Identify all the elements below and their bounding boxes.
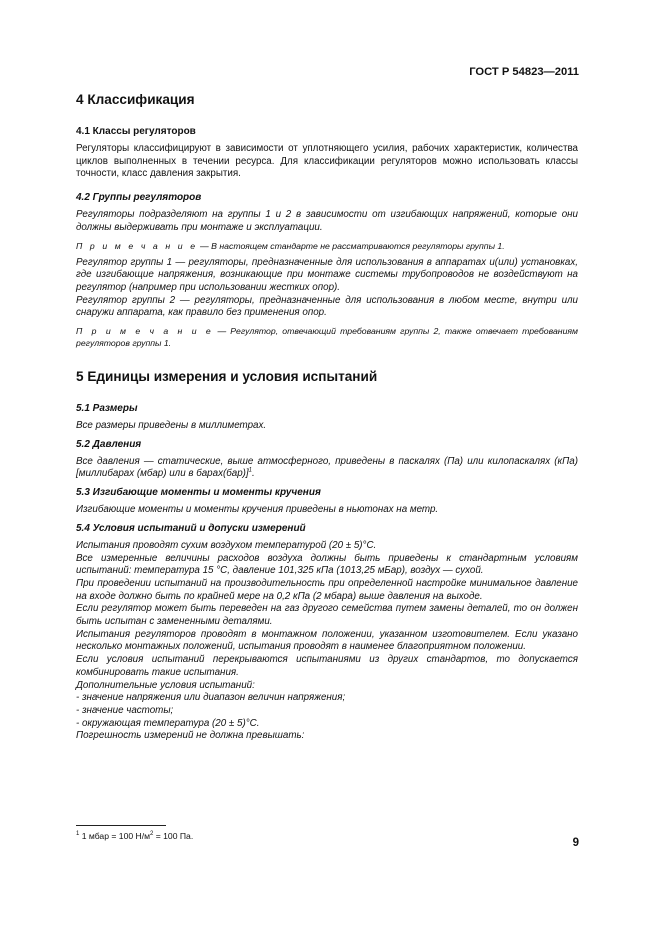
group-2-text: Регулятор группы 2 — регуляторы, предназначенные для использования в любом месте, внутри или снаружи аппарата, как правило без применения опор.: [76, 294, 578, 319]
list-item-1: - значение напряжения или диапазон величин напряжения;: [76, 692, 346, 704]
note-1: [76, 240, 578, 252]
section-4-2-text: Регуляторы подразделяют на группы 1 и 2 в зависимости от изгибающих напряжений, которые они должны выдерживать при монтаже и эксплуатации.: [76, 209, 578, 233]
footnote-sup: 2: [150, 831, 154, 838]
footnote-text-b: = 100 Па.: [153, 831, 194, 841]
section-5-title: 5 Единицы измерения и условия испытаний: [76, 369, 378, 385]
footnote: [76, 831, 193, 841]
list-item-2: - значение частоты;: [76, 704, 174, 716]
group-1-text: Регулятор группы 1 — регуляторы, предназначенные для использования в аппаратах и(или) установках, где изгибающие напряжения, возникающие при монтаже системы трубопроводов не воздействуют на регулятор (например при использовании жестких опор).: [76, 256, 578, 293]
document-id: ГОСТ Р 54823—2011: [469, 66, 579, 78]
section-5-3-title: 5.3 Изгибающие моменты и моменты кручения: [76, 487, 321, 499]
section-5-2-end: .: [251, 468, 255, 480]
footnote-mark: 1: [76, 831, 80, 838]
note-1-text: — В настоящем стандарте не рассматриваются регуляторы группы 1.: [197, 240, 505, 251]
section-5-4-p5: Испытания регуляторов проводят в монтажном положении, указанном изготовителем. Если указано несколько монтажных положений, испытания проводят в наименее благоприятном положении.: [76, 628, 578, 653]
section-5-4-p7: Дополнительные условия испытаний:: [76, 679, 255, 691]
section-5-1-text: Все размеры приведены в миллиметрах.: [76, 420, 267, 432]
section-5-2-body: Все давления — статические, выше атмосферного, приведены в паскалях (Па) или килопаскалях (кПа) [миллибарах (мбар) или в барах(бар)]: [76, 455, 578, 480]
section-4-1-title: 4.1 Классы регуляторов: [76, 126, 196, 137]
section-5-3-text: Изгибающие моменты и моменты кручения приведены в ньютонах на метр.: [76, 504, 439, 516]
page-number: 9: [572, 837, 579, 849]
section-5-4-p3: При проведении испытаний на производительность при определенной настройке минимальное давление на входе должно быть по крайней мере на 0,2 кПа (2 мбара) выше давления на выходе.: [76, 577, 578, 602]
section-4-1-text: Регуляторы классифицируют в зависимости от уплотняющего усилия, рабочих характеристик, количества циклов выполненных в течении ресурса. Для классификации регуляторов можно использовать классы точности, класс давления закрытия.: [76, 143, 578, 180]
section-4-title: 4 Классификация: [76, 92, 195, 107]
section-5-4-p8: Погрешность измерений не должна превышать:: [76, 730, 305, 742]
section-5-2-text: [76, 456, 578, 481]
note-2-label: П р и м е ч а н и е: [76, 326, 214, 337]
section-5-4-p2: Все измеренные величины расходов воздуха должны быть приведены к стандартным условиям испытаний: температура 15 °С, давление 101,325 кПа (1013,25 мБар), воздух — сухой.: [76, 552, 578, 577]
section-5-2-title: 5.2 Давления: [76, 438, 142, 450]
list-item-3: - окружающая температура (20 ± 5)°С.: [76, 717, 260, 729]
note-2: [76, 325, 578, 349]
footnote-text-a: 1 мбар = 100 Н/м: [79, 831, 151, 841]
page-content: [76, 92, 578, 743]
footnote-ref: 1: [248, 468, 252, 475]
section-5-4-p1: Испытания проводят сухим воздухом температурой (20 ± 5)°С.: [76, 539, 377, 551]
section-5-4-p4: Если регулятор может быть переведен на газ другого семейства путем замены деталей, то он должен быть испытан с замененными деталями.: [76, 603, 578, 628]
note-2-text: — Регулятор, отвечающий требованиям группы 2, также отвечает требованиям регуляторов группы 1.: [76, 326, 578, 349]
section-5-1-title: 5.1 Размеры: [76, 403, 138, 415]
section-5-4-title: 5.4 Условия испытаний и допуски измерений: [76, 522, 306, 534]
section-5-4-p6: Если условия испытаний перекрываются испытаниями из других стандартов, то допускается комбинировать такие испытания.: [76, 654, 578, 678]
footnote-divider: [76, 825, 166, 826]
section-4-2-title: 4.2 Группы регуляторов: [76, 192, 202, 204]
note-1-label: П р и м е ч а н и е: [76, 240, 198, 251]
